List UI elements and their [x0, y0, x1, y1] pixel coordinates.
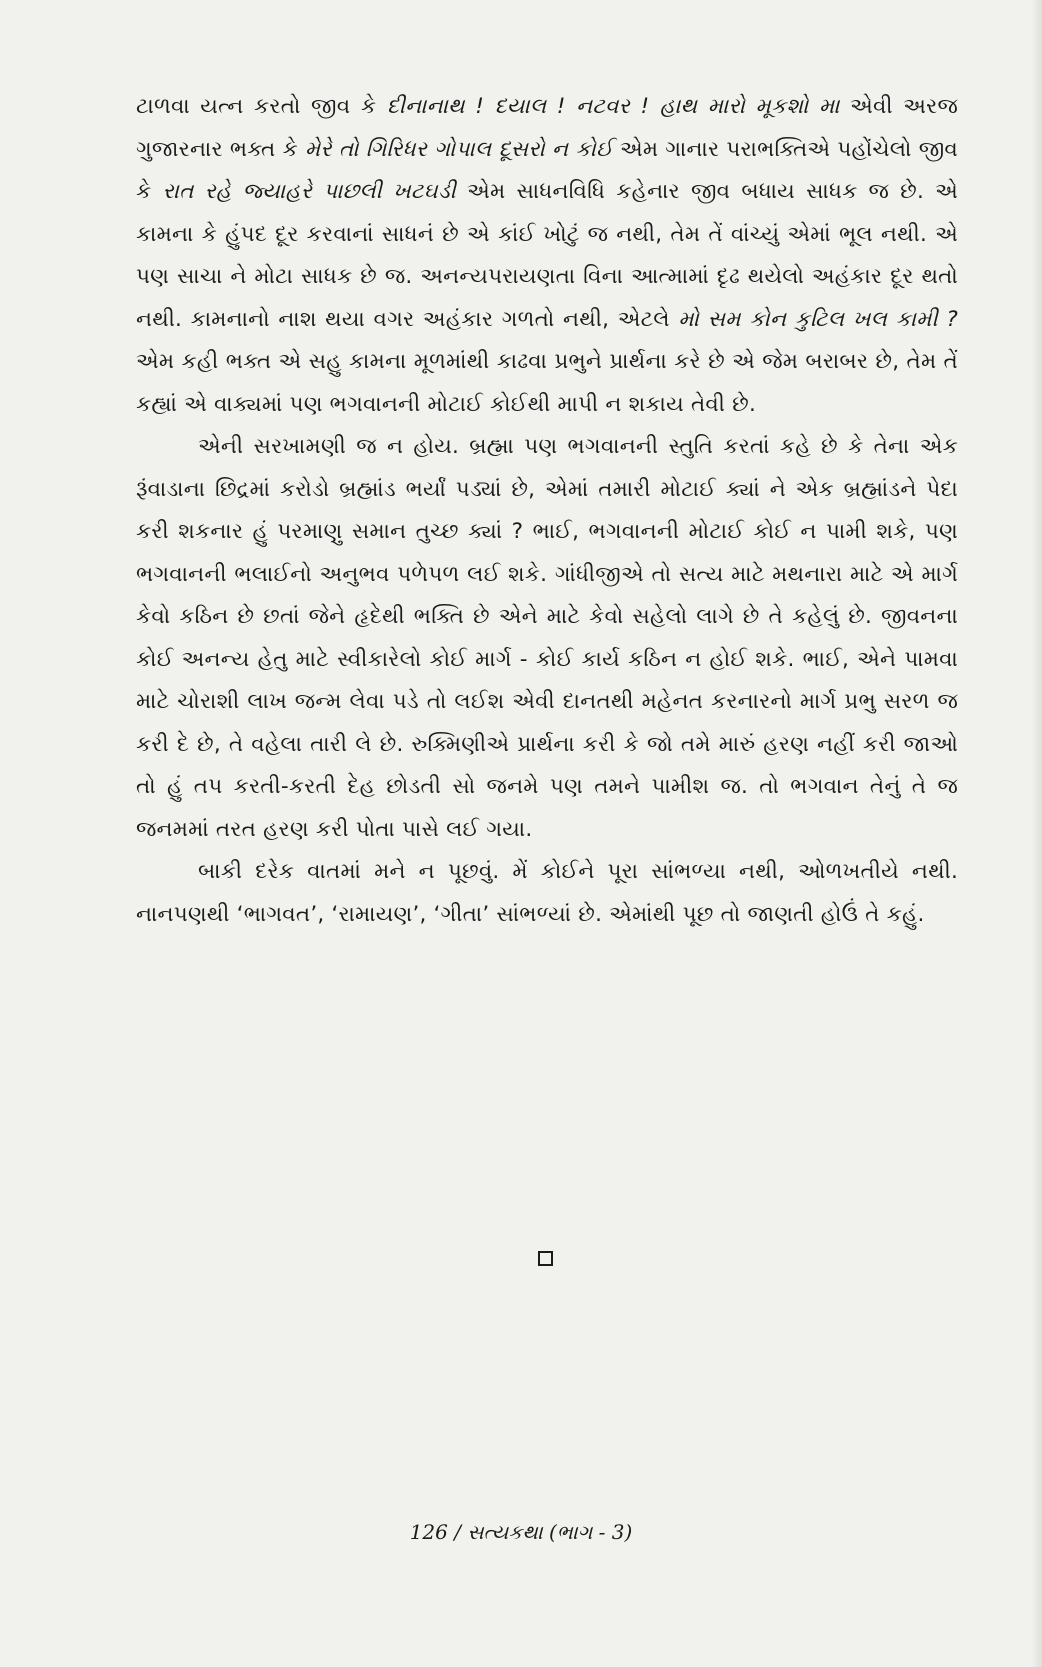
paragraph-3: [136, 851, 958, 936]
text-segment: એમ સાધનવિધિ કહેનાર જીવ બધાય સાધક જ છે. એ કામના કે હુંપદ દૂર કરવાનાં સાધનં છે એ કાંઈ ખોટું જ નથી, તેમ તેં વાંચ્યું એમાં ભૂલ નથી. એ પણ સાચા ને મોટા સાધક છે જ. અનન્યપરાયણતા વિના આત્મામાં દૃઢ થયેલો અહંકાર દૂર થતો નથી. કામનાનો નાશ થયા વગર અહંકાર ગળતો નથી, એટલે: [136, 179, 958, 332]
page-edge-shadow: [1032, 0, 1042, 1667]
section-end-square-icon: [538, 1251, 553, 1266]
body-text: [136, 86, 958, 936]
text-segment: એની સરખામણી જ ન હોય. બ્રહ્મા પણ ભગવાનની સ્તુતિ કરતાં કહે છે કે તેના એક રૂંવાડાના છિદ્રમાં કરોડો બ્રહ્માંડ ભર્યાં પડ્યાં છે, એમાં તમારી મોટાઈ ક્યાં ને એક બ્રહ્માંડને પેદા કરી શકનાર હું પરમાણુ સમાન તુચ્છ ક્યાં ? ભાઈ, ભગવાનની મોટાઈ કોઈ ન પામી શકે, પણ ભગવાનની ભલાઈનો અનુભવ પળેપળ લઈ શકે. ગાંધીજીએ તો સત્ય માટે મથનારા માટે એ માર્ગ કેવો કઠિન છે છતાં જેને હૃદેથી ભક્તિ છે એને માટે કેવો સહેલો લાગે છે તે કહેલું છે. જીવનના કોઈ અનન્ય હેતુ માટે સ્વીકારેલો કોઈ માર્ગ - કોઈ કાર્ય કઠિન ન હોઈ શકે. ભાઈ, એને પામવા માટે ચોરાશી લાખ જન્મ લેવા પડે તો લઈશ એવી દાનતથી મહેનત કરનારનો માર્ગ પ્રભુ સરળ જ કરી દે છે, તે વહેલા તારી લે છે. રુક્મિણીએ પ્રાર્થના કરી કે જો તમે મારું હરણ નહીં કરી જાઓ તો હું તપ કરતી-કરતી દેહ છોડતી સો જનમે પણ તમને પામીશ જ. તો ભગવાન તેનું તે જ જનમમાં તરત હરણ કરી પોતા પાસે લઈ ગયા.: [136, 434, 958, 842]
quote-segment: મેરે તો ગિરિધર ગોપાલ દૂસરો ન કોઈ: [305, 136, 613, 162]
text-segment: ટાળવા યત્ન કરતો જીવ કે: [136, 94, 387, 119]
quote-segment: મો સમ કોન કુટિલ ખલ કામી ?: [678, 306, 958, 332]
paragraph-1: [136, 86, 958, 426]
text-segment: એમ ગાનાર પરાભક્તિએ પહોંચેલો જીવ કે: [136, 136, 959, 204]
text-segment: બાકી દરેક વાતમાં મને ન પૂછવું. મેં કોઈને પૂરા સાંભળ્યા નથી, ઓળખતીયે નથી. નાનપણથી ‘ભાગવત’, ‘રામાયણ’, ‘ગીતા’ સાંભળ્યાં છે. એમાંથી પૂછ તો જાણતી હોઉં તે કહું.: [136, 859, 958, 927]
quote-segment: દીનાનાથ ! દયાલ ! નટવર ! હાથ મારો મૂકશો મા: [386, 94, 840, 119]
text-segment: એમ કહી ભક્ત એ સહુ કામના મૂળમાંથી કાઢવા પ્રભુને પ્રાર્થના કરે છે એ જેમ બરાબર છે, તેમ તેં કહ્યાં એ વાક્યમાં પણ ભગવાનની મોટાઈ કોઈથી માપી ન શકાય તેવી છે.: [136, 349, 958, 417]
quote-segment: રાત રહે જ્યાહરે પાછલી ખટઘડી: [162, 179, 457, 204]
text-segment: એવી અરજ ગુજારનાર ભક્ત કે: [136, 94, 958, 162]
page-footer: 126 / સત્યકથા (ભાગ - 3): [409, 1520, 633, 1544]
paragraph-2: [136, 426, 958, 851]
